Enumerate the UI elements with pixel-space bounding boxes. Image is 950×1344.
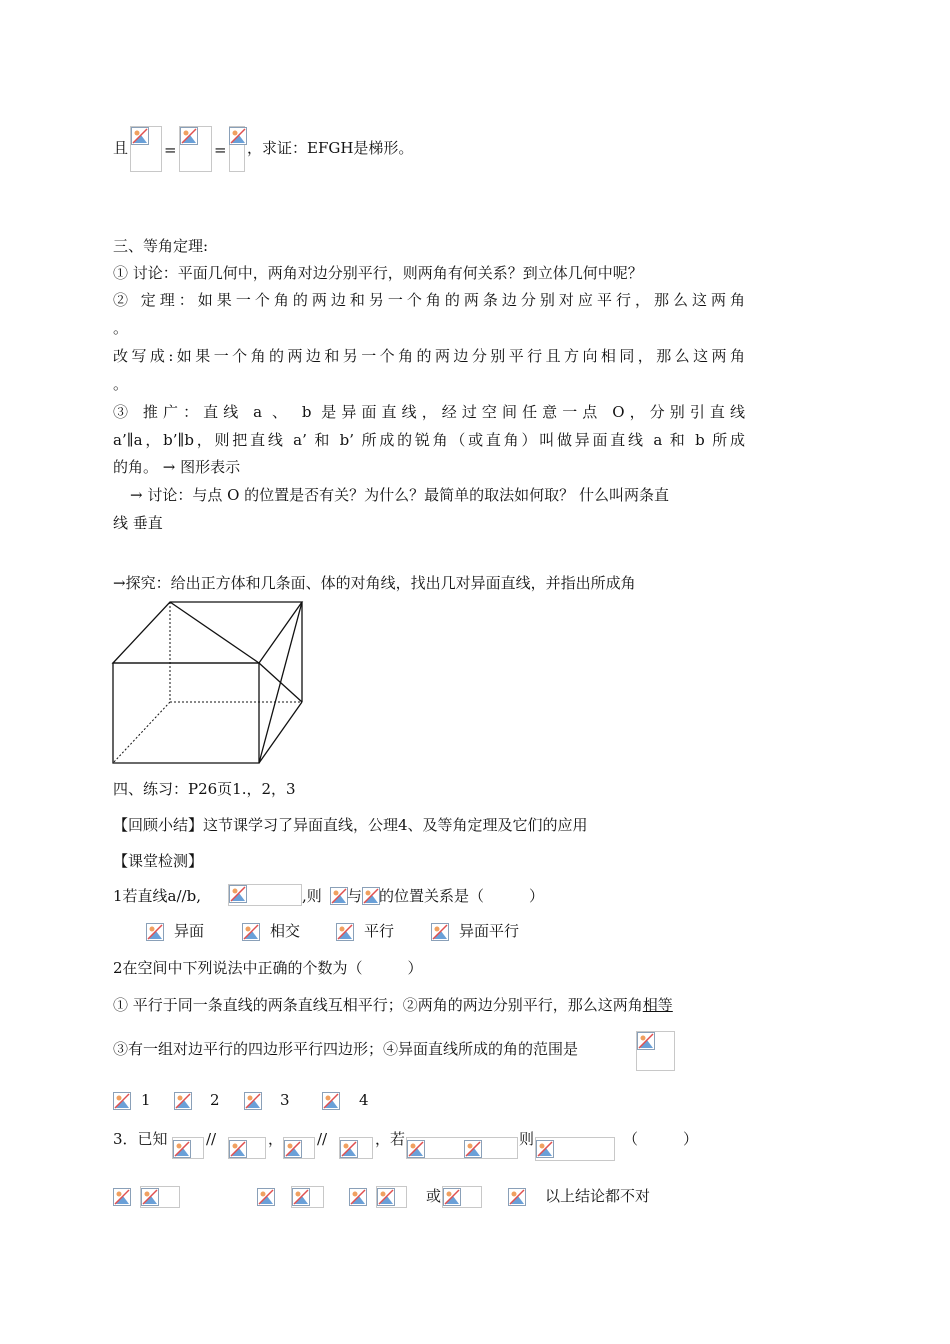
cube-diagram bbox=[108, 596, 308, 768]
q1-stem-c: 与 bbox=[347, 887, 363, 905]
q2-option-c: 3 bbox=[280, 1091, 290, 1109]
q2-stem: 2在空间中下列说法中正确的个数为（ ） bbox=[113, 959, 423, 977]
q1-option-b: 相交 bbox=[270, 922, 301, 940]
q3-stem: 3．已知 bbox=[113, 1130, 168, 1148]
section-3-discuss: → 讨论：与点 O 的位置是否有关？为什么？最简单的取法如何取？ 什么叫两条直 bbox=[130, 486, 669, 504]
section-3-item-2-end: 。 bbox=[113, 319, 129, 337]
q1-option-a: 异面 bbox=[174, 922, 205, 940]
q1-stem-d: 的位置关系是（ ） bbox=[379, 887, 545, 905]
q1-stem-a: 1若直线a//b, bbox=[113, 887, 201, 905]
cube-front-face bbox=[113, 663, 259, 763]
option-d-image-icon bbox=[431, 923, 449, 941]
q2-line-1-underlined: 相等 bbox=[642, 996, 673, 1014]
section-3-item-1: ① 讨论：平面几何中，两角对边分别平行，则两角有何关系？到立体几何中呢？ bbox=[113, 264, 643, 282]
q2-option-a: 1 bbox=[141, 1091, 151, 1109]
q3-option-a-icon bbox=[113, 1188, 131, 1206]
broken-image-icon bbox=[229, 127, 247, 145]
option-a-image-icon bbox=[146, 923, 164, 941]
q3-option-b-icon bbox=[257, 1188, 275, 1206]
broken-image-icon bbox=[131, 127, 149, 145]
q3-option-c-icon bbox=[349, 1188, 367, 1206]
section-3-item-3-cont: a’∥a，b’∥b，则把直线 a’ 和 b’ 所成的锐角（或直角）叫做异面直线 a 和 b 所成 bbox=[113, 431, 745, 449]
broken-image-icon bbox=[284, 1140, 302, 1158]
broken-image-icon bbox=[173, 1140, 191, 1158]
section-3-title: 三、等角定理: bbox=[113, 237, 209, 255]
cube-top-face bbox=[113, 602, 302, 663]
equals-1: = bbox=[164, 141, 177, 159]
option-b-image-icon bbox=[242, 923, 260, 941]
q2-option-d-icon bbox=[322, 1092, 340, 1110]
cube-side-diagonal-2 bbox=[259, 663, 302, 702]
summary: 【回顾小结】这节课学习了异面直线，公理4、及等角定理及它们的应用 bbox=[113, 816, 588, 834]
q1-stem-b: ,则 bbox=[302, 887, 322, 905]
cube-bottom-right-edge bbox=[259, 702, 302, 763]
explore-text: →探究：给出正方体和几条面、体的对角线，找出几对异面直线，并指出所成角 bbox=[113, 574, 636, 592]
broken-image-icon bbox=[377, 1188, 395, 1206]
broken-image-icon bbox=[464, 1140, 482, 1158]
q2-option-c-icon bbox=[244, 1092, 262, 1110]
q3-option-d-icon bbox=[508, 1188, 526, 1206]
q3-or: 或 bbox=[426, 1187, 442, 1205]
text-qie: 且 bbox=[113, 139, 129, 157]
broken-image-icon bbox=[340, 1140, 358, 1158]
q2-line-2: ③有一组对边平行的四边形平行四边形；④异面直线所成的角的范围是 bbox=[113, 1040, 579, 1058]
q2-option-d: 4 bbox=[359, 1091, 369, 1109]
section-3-item-3: ③ 推广：直线 a 、 b 是异面直线，经过空间任意一点 O，分别引直线 bbox=[113, 403, 745, 421]
q2-line-1 bbox=[113, 995, 673, 1015]
q3-option-d: 以上结论都不对 bbox=[545, 1187, 651, 1205]
broken-image-icon bbox=[536, 1140, 554, 1158]
q1-option-d: 异面平行 bbox=[459, 922, 520, 940]
text-prove-trapezoid: ，求证：EFGH是梯形。 bbox=[247, 139, 414, 157]
q1-option-c: 平行 bbox=[364, 922, 395, 940]
equals-2: = bbox=[214, 141, 227, 159]
section-3-item-3-end: 的角。 → 图形表示 bbox=[113, 458, 241, 476]
q3-comma-1: ， bbox=[268, 1130, 284, 1148]
cube-top-diagonal bbox=[170, 602, 259, 663]
broken-image-icon bbox=[443, 1188, 461, 1206]
broken-image-icon bbox=[180, 127, 198, 145]
broken-image-icon bbox=[637, 1032, 655, 1050]
q2-option-b-icon bbox=[174, 1092, 192, 1110]
section-3-discuss-end: 线 垂直 bbox=[113, 514, 163, 532]
broken-image-icon bbox=[229, 885, 247, 903]
q3-answer-paren: （ ） bbox=[623, 1130, 699, 1148]
broken-image-icon bbox=[292, 1188, 310, 1206]
broken-image-icon bbox=[229, 1140, 247, 1158]
section-3-item-2: ② 定理：如果一个角的两边和另一个角的两条边分别对应平行，那么这两角 bbox=[113, 291, 745, 309]
broken-image-icon bbox=[330, 887, 348, 905]
q2-option-a-icon bbox=[113, 1092, 131, 1110]
q2-line-1-text: ① 平行于同一条直线的两条直线互相平行；②两角的两边分别平行，那么这两角 bbox=[113, 996, 643, 1014]
section-3-rewrite-end: 。 bbox=[113, 375, 129, 393]
quiz-title: 【课堂检测】 bbox=[113, 852, 204, 870]
q2-option-b: 2 bbox=[210, 1091, 220, 1109]
q3-comma-2: ，若 bbox=[375, 1130, 406, 1148]
broken-image-icon bbox=[362, 887, 380, 905]
q3-then: 则 bbox=[519, 1130, 535, 1148]
broken-image-icon bbox=[407, 1140, 425, 1158]
section-4: 四、练习：P26页1.，2，3 bbox=[113, 780, 296, 798]
cube-hidden-depth-edge bbox=[113, 702, 170, 763]
broken-image-icon bbox=[141, 1188, 159, 1206]
option-c-image-icon bbox=[336, 923, 354, 941]
q3-parallel-2: // bbox=[317, 1130, 328, 1148]
section-3-rewrite: 改写成:如果一个角的两边和另一个角的两边分别平行且方向相同，那么这两角 bbox=[113, 347, 745, 365]
q3-parallel-1: // bbox=[206, 1130, 217, 1148]
